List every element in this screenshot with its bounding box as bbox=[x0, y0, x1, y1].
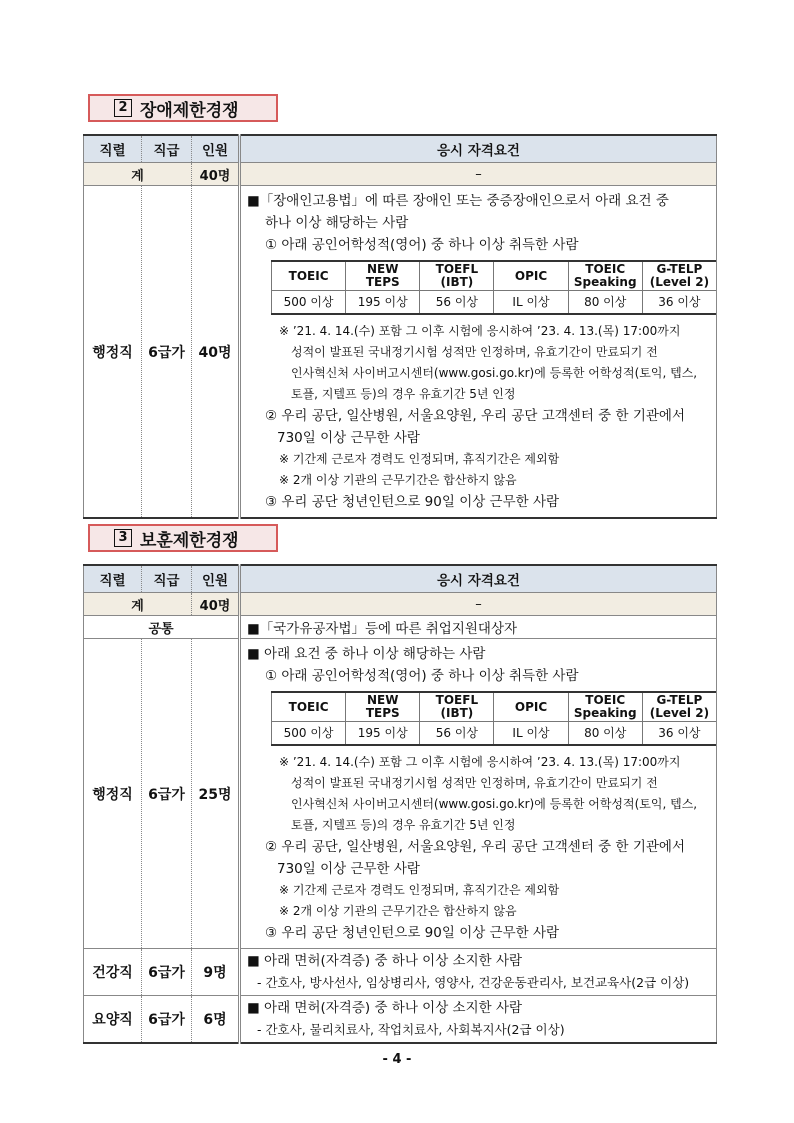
row-count: 6명 bbox=[192, 996, 240, 1044]
total-count: 40명 bbox=[192, 593, 240, 616]
test-score: 36 이상 bbox=[642, 722, 716, 746]
section-title-disability bbox=[88, 94, 278, 122]
test-score: IL 이상 bbox=[494, 722, 568, 746]
test-header: TOEIC bbox=[272, 692, 346, 722]
row-series: 건강직 bbox=[84, 949, 142, 996]
note: ※ 2개 이상 기관의 근무기간은 합산하지 않음 bbox=[279, 473, 517, 487]
disability-table bbox=[83, 134, 717, 519]
test-score: 500 이상 bbox=[272, 722, 346, 746]
note-cont: 토플, 지텔프 등)의 경우 유효기간 5년 인정 bbox=[291, 818, 516, 832]
section-title-veterans bbox=[88, 524, 278, 552]
test-score: 36 이상 bbox=[642, 291, 716, 315]
test-header: NEW TEPS bbox=[346, 692, 420, 722]
req-lead-cont: 하나 이상 해당하는 사람 bbox=[265, 215, 409, 231]
test-score: 195 이상 bbox=[346, 291, 420, 315]
header-series: 직렬 bbox=[84, 135, 142, 163]
header-grade: 직급 bbox=[142, 565, 192, 593]
header-requirements: 응시 자격요건 bbox=[240, 565, 717, 593]
total-req: – bbox=[240, 163, 717, 186]
total-req: – bbox=[240, 593, 717, 616]
section-number: 2 bbox=[114, 99, 132, 117]
req-item-2: ② 우리 공단, 일산병원, 서울요양원, 우리 공단 고객센터 중 한 기관에서 bbox=[265, 408, 685, 424]
header-count: 인원 bbox=[192, 135, 240, 163]
note: ※ ’21. 4. 14.(수) 포함 그 이후 시험에 응시하여 ’23. 4. 13.(목) 17:00까지 bbox=[279, 324, 681, 338]
row-requirements bbox=[240, 186, 717, 519]
test-header: NEW TEPS bbox=[346, 261, 420, 291]
row-count: 9명 bbox=[192, 949, 240, 996]
req-lead: ■ 아래 요건 중 하나 이상 해당하는 사람 bbox=[247, 646, 486, 662]
test-header: TOEFL (IBT) bbox=[420, 692, 494, 722]
row-grade: 6급가 bbox=[142, 186, 192, 519]
page-number: - 4 - bbox=[382, 1052, 412, 1067]
test-header: TOEIC Speaking bbox=[568, 261, 642, 291]
test-score: IL 이상 bbox=[494, 291, 568, 315]
common-label: 공통 bbox=[84, 616, 240, 639]
row-grade: 6급가 bbox=[142, 996, 192, 1044]
test-header: TOEFL (IBT) bbox=[420, 261, 494, 291]
test-header: TOEIC bbox=[272, 261, 346, 291]
test-header: OPIC bbox=[494, 692, 568, 722]
row-grade: 6급가 bbox=[142, 949, 192, 996]
test-header: G-TELP (Level 2) bbox=[642, 692, 716, 722]
common-req: ■「국가유공자법」등에 따른 취업지원대상자 bbox=[240, 616, 717, 639]
row-series: 요양직 bbox=[84, 996, 142, 1044]
test-score: 56 이상 bbox=[420, 722, 494, 746]
section-title-text: 장애제한경쟁 bbox=[140, 100, 239, 121]
test-header: OPIC bbox=[494, 261, 568, 291]
test-score: 80 이상 bbox=[568, 291, 642, 315]
note: ※ 2개 이상 기관의 근무기간은 합산하지 않음 bbox=[279, 904, 517, 918]
header-series: 직렬 bbox=[84, 565, 142, 593]
test-score: 80 이상 bbox=[568, 722, 642, 746]
req-item-3: ③ 우리 공단 청년인턴으로 90일 이상 근무한 사람 bbox=[265, 494, 560, 510]
row-requirements bbox=[240, 639, 717, 949]
row-series: 행정직 bbox=[84, 186, 142, 519]
test-header: TOEIC Speaking bbox=[568, 692, 642, 722]
section-title-text: 보훈제한경쟁 bbox=[140, 530, 239, 551]
row-grade: 6급가 bbox=[142, 639, 192, 949]
veterans-table bbox=[83, 564, 717, 1044]
header-grade: 직급 bbox=[142, 135, 192, 163]
req-item-1: ① 아래 공인어학성적(영어) 중 하나 이상 취득한 사람 bbox=[265, 668, 579, 684]
note: ※ 기간제 근로자 경력도 인정되며, 휴직기간은 제외함 bbox=[279, 452, 560, 466]
req-lead: ■ 아래 면허(자격증) 중 하나 이상 소지한 사람 bbox=[247, 953, 523, 969]
req-lead: ■「장애인고용법」에 따른 장애인 또는 중증장애인으로서 아래 요건 중 bbox=[247, 193, 669, 209]
test-header: G-TELP (Level 2) bbox=[642, 261, 716, 291]
note-cont: 성적이 발표된 국내정기시험 성적만 인정하며, 유효기간이 만료되기 전 bbox=[291, 776, 658, 790]
row-series: 행정직 bbox=[84, 639, 142, 949]
note-cont: 성적이 발표된 국내정기시험 성적만 인정하며, 유효기간이 만료되기 전 bbox=[291, 345, 658, 359]
note-cont: 토플, 지텔프 등)의 경우 유효기간 5년 인정 bbox=[291, 387, 516, 401]
section-number: 3 bbox=[114, 529, 132, 547]
row-requirements bbox=[240, 949, 717, 996]
header-count: 인원 bbox=[192, 565, 240, 593]
total-label: 계 bbox=[84, 593, 192, 616]
note: ※ 기간제 근로자 경력도 인정되며, 휴직기간은 제외함 bbox=[279, 883, 560, 897]
req-item-3: ③ 우리 공단 청년인턴으로 90일 이상 근무한 사람 bbox=[265, 925, 560, 941]
header-requirements: 응시 자격요건 bbox=[240, 135, 717, 163]
note-cont: 인사혁신처 사이버고시센터(www.gosi.go.kr)에 등록한 어학성적(토익, 텝스, bbox=[291, 366, 698, 380]
total-count: 40명 bbox=[192, 163, 240, 186]
test-score: 195 이상 bbox=[346, 722, 420, 746]
req-item-1: ① 아래 공인어학성적(영어) 중 하나 이상 취득한 사람 bbox=[265, 237, 579, 253]
note: ※ ’21. 4. 14.(수) 포함 그 이후 시험에 응시하여 ’23. 4. 13.(목) 17:00까지 bbox=[279, 755, 681, 769]
total-label: 계 bbox=[84, 163, 192, 186]
req-list: - 간호사, 물리치료사, 작업치료사, 사회복지사(2급 이상) bbox=[257, 1022, 565, 1037]
req-lead: ■ 아래 면허(자격증) 중 하나 이상 소지한 사람 bbox=[247, 1000, 523, 1016]
note-cont: 인사혁신처 사이버고시센터(www.gosi.go.kr)에 등록한 어학성적(토익, 텝스, bbox=[291, 797, 698, 811]
row-count: 25명 bbox=[192, 639, 240, 949]
row-requirements bbox=[240, 996, 717, 1044]
row-count: 40명 bbox=[192, 186, 240, 519]
req-item-2: ② 우리 공단, 일산병원, 서울요양원, 우리 공단 고객센터 중 한 기관에서 bbox=[265, 839, 685, 855]
test-score: 56 이상 bbox=[420, 291, 494, 315]
req-item-2-cont: 730일 이상 근무한 사람 bbox=[277, 430, 420, 446]
language-test-table bbox=[271, 260, 717, 315]
test-score: 500 이상 bbox=[272, 291, 346, 315]
req-list: - 간호사, 방사선사, 임상병리사, 영양사, 건강운동관리사, 보건교육사(2급 이상) bbox=[257, 975, 690, 990]
req-item-2-cont: 730일 이상 근무한 사람 bbox=[277, 861, 420, 877]
language-test-table bbox=[271, 691, 717, 746]
